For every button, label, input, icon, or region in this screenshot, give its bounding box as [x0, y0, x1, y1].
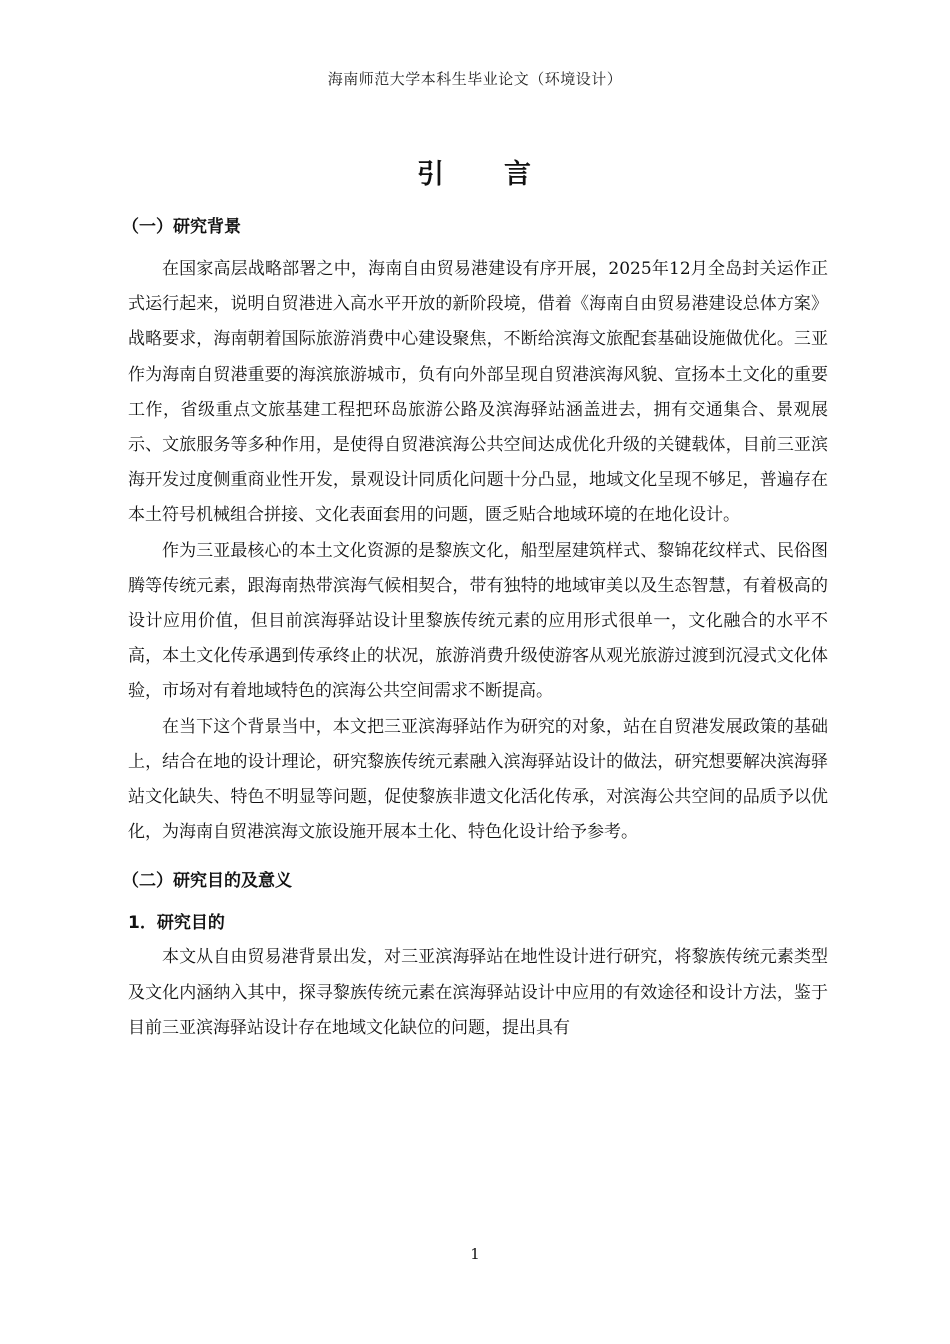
paragraph-background-1: 在国家高层战略部署之中，海南自由贸易港建设有序开展，2025年12月全岛封关运作正式运行起来，说明自贸港进入高水平开放的新阶段境，借着《海南自由贸易港建设总体方案》战略要求，海南朝着国际旅游消费中心建设聚焦，不断给滨海文旅配套基础设施做优化。三亚作为海南自贸港重要的海滨旅游城市，负有向外部呈现自贸港滨海风貌、宣扬本土文化的重要工作，省级重点文旅基建工程把环岛旅游公路及滨海驿站涵盖进去，拥有交通集合、景观展示、文旅服务等多种作用，是使得自贸港滨海公共空间达成优化升级的关键载体，目前三亚滨海开发过度侧重商业性开发，景观设计同质化问题十分凸显，地域文化呈现不够足，普遍存在本土符号机械组合拼接、文化表面套用的问题，匮乏贴合地域环境的在地化设计。	[128, 259, 828, 526]
title-char-2: 言	[504, 159, 533, 190]
paragraph-background-3: 在当下这个背景当中，本文把三亚滨海驿站作为研究的对象，站在自贸港发展政策的基础上，结合在地的设计理论，研究黎族传统元素融入滨海驿站设计的做法，研究想要解决滨海驿站文化缺失、特色不明显等问题，促使黎族非遗文化活化传承，对滨海公共空间的品质予以优化，为海南自贸港滨海文旅设施开展本土化、特色化设计给予参考。	[128, 716, 828, 843]
paragraph-background-2: 作为三亚最核心的本土文化资源的是黎族文化，船型屋建筑样式、黎锦花纹样式、民俗图腾等传统元素，跟海南热带滨海气候相契合，带有独特的地域审美以及生态智慧，有着极高的设计应用价值，但目前滨海驿站设计里黎族传统元素的应用形式很单一，文化融合的水平不高，本土文化传承遇到传承终止的状况，旅游消费升级使游客从观光旅游过渡到沉浸式文化体验，市场对有着地域特色的滨海公共空间需求不断提高。	[128, 540, 828, 702]
running-header: 海南师范大学本科生毕业论文（环境设计）	[327, 70, 623, 88]
body-content	[122, 210, 828, 1046]
section-heading-background: （一）研究背景	[122, 217, 241, 237]
section-heading-purpose: （二）研究目的及意义	[122, 871, 292, 892]
paragraph-purpose-1: 本文从自由贸易港背景出发，对三亚滨海驿站在地性设计进行研究，将黎族传统元素类型及文化内涵纳入其中，探寻黎族传统元素在滨海驿站设计中应用的有效途径和设计方法，鉴于目前三亚滨海驿站设计存在地域文化缺位的问题，提出具有	[128, 947, 828, 1038]
sub-heading-research-purpose: 1．研究目的	[128, 913, 225, 934]
page-number: 1	[470, 1245, 480, 1263]
chapter-title	[0, 152, 950, 191]
title-char-1: 引	[417, 159, 446, 190]
